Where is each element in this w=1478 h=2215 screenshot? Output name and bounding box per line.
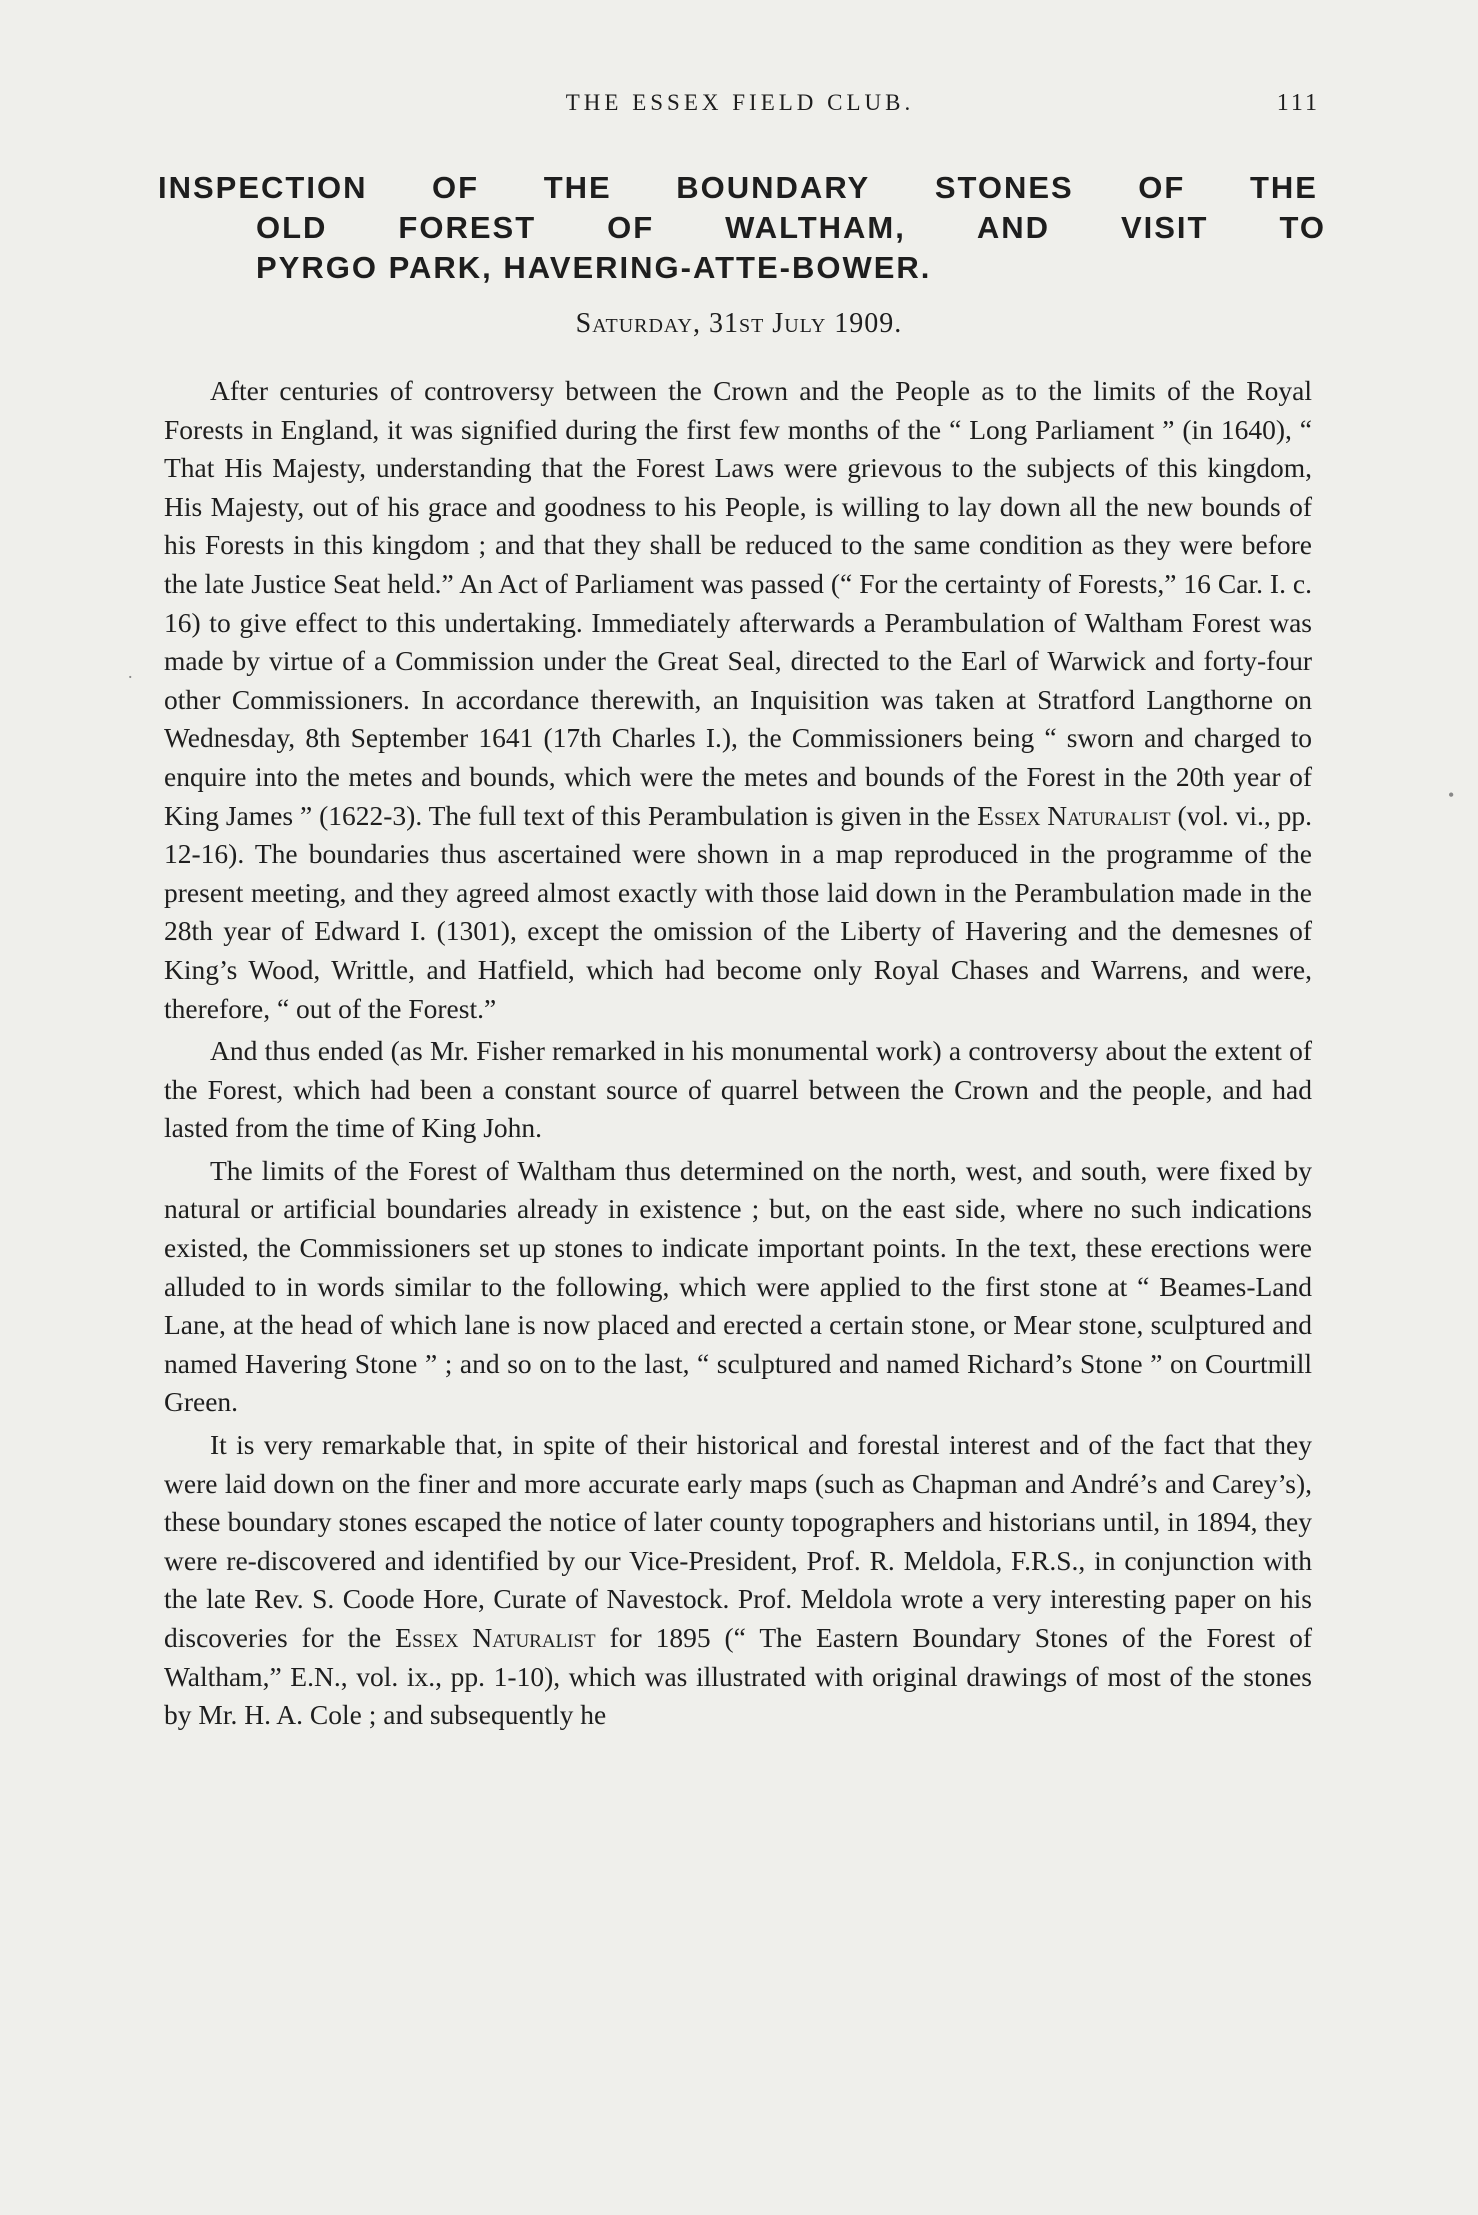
heading-word: WALTHAM, bbox=[725, 210, 906, 245]
journal-title: Essex Naturalist bbox=[977, 799, 1171, 831]
margin-mark: . bbox=[128, 662, 133, 682]
paragraph-text: After centuries of controversy between the Crown and the People as to the limits of the Royal Forests in England, it was signified during the first few months of the “ Long Parliament ” (in 1640), “ That His Majesty, understanding that the Forest Laws were grievous to the subjects of this kingdom, His Majesty, out of his grace and goodness to his People, is willing to lay down all the new bounds of his Forests in this kingdom ; and that they shall be reduced to the same condition as they were before the late Justice Seat held.” An Act of Parliament was passed (“ For the certainty of Forests,” 16 Car. I. c. 16) to give effect to this undertaking. Immediately afterwards a Perambulation of Waltham Forest was made by virtue of a Commission under the Great Seal, directed to the Earl of Warwick and forty-four other Commissioners. In accordance therewith, an Inquisition was taken at Stratford Langthorne on Wednesday, 8th September 1641 (17th Charles I.), the Commissioners being “ sworn and charged to enquire into the metes and bounds, which were the metes and bounds of the Forest in the 20th year of King James ” (1622-3). The full text of this Perambulation is given in the bbox=[164, 375, 1312, 831]
paragraph bbox=[164, 1152, 1312, 1422]
paragraph-text: The limits of the Forest of Waltham thus determined on the north, west, and south, were fixed by natural or artificial boundaries already in existence ; but, on the east side, where no such indications existed, the Commissioners set up stones to indicate important points. In the text, these erections were alluded to in words similar to the following, which were applied to the first stone at “ Beames-Land Lane, at the head of which lane is now placed and erected a certain stone, or Mear stone, sculptured and named Havering Stone ” ; and so on to the last, “ sculptured and named Richard’s Stone ” on Courtmill Green. bbox=[164, 1154, 1312, 1418]
heading-word: THE bbox=[543, 170, 612, 205]
paragraph-text: (vol. vi., pp. 12-16). The boundaries thus ascertained were shown in a map reproduced in the programme of the present meeting, and they agreed almost exactly with those laid down in the Perambulation made in the 28th year of Edward I. (1301), except the omission of the Liberty of Havering and the demesnes of King’s Wood, Writtle, and Hatfield, which had become only Royal Chases and Warrens, and were, therefore, “ out of the Forest.” bbox=[164, 799, 1312, 1024]
meeting-date: Saturday, 31st July 1909. bbox=[575, 308, 903, 339]
heading-line-1 bbox=[158, 168, 1318, 208]
paragraph-text: It is very remarkable that, in spite of their historical and forestal interest and of the fact that they were laid down on the finer and more accurate early maps (such as Chapman and André’s and Carey’s), these boundary stones escaped the notice of later county topographers and historians until, in 1894, they were re-discovered and identified by our Vice-President, Prof. R. Meldola, F.R.S., in conjunction with the late Rev. S. Coode Hore, Curate of Navestock. Prof. Meldola wrote a very interesting paper on his discoveries for the bbox=[164, 1429, 1312, 1653]
heading-word: OF bbox=[432, 170, 480, 205]
heading-word: OF bbox=[607, 210, 655, 245]
paragraph bbox=[164, 1426, 1312, 1735]
running-head bbox=[160, 90, 1320, 130]
journal-title: Essex Naturalist bbox=[395, 1622, 596, 1653]
heading-word: FOREST bbox=[398, 210, 537, 245]
heading-word: OF bbox=[1138, 170, 1186, 205]
heading-line-2 bbox=[256, 208, 1326, 248]
paragraph bbox=[164, 1032, 1312, 1148]
heading-word: TO bbox=[1279, 210, 1326, 245]
page-number: 111 bbox=[1276, 90, 1320, 116]
heading-word: THE bbox=[1249, 170, 1318, 205]
heading-word: STONES bbox=[934, 170, 1074, 205]
paragraph bbox=[164, 372, 1312, 1028]
heading-word: VISIT bbox=[1120, 210, 1209, 245]
heading-word: BOUNDARY bbox=[676, 170, 871, 205]
paragraph-text: for 1895 (“ The Eastern Boundary Stones of the Forest of Waltham,” E.N., vol. ix., pp. 1-10), which was illustrated with original drawings of most of the stones by Mr. H. A. Cole ; and subsequently he bbox=[164, 1622, 1313, 1731]
heading-word: INSPECTION bbox=[158, 170, 368, 205]
article-body bbox=[164, 372, 1312, 1739]
heading-line-3: PYRGO PARK, HAVERING-ATTE-BOWER. bbox=[256, 250, 932, 285]
margin-mark: • bbox=[1448, 785, 1455, 805]
running-title: THE ESSEX FIELD CLUB. bbox=[565, 90, 915, 115]
heading-word: OLD bbox=[256, 210, 328, 245]
paragraph-text: And thus ended (as Mr. Fisher remarked in his monumental work) a controversy about the extent of the Forest, which had been a constant source of quarrel between the Crown and the people, and had lasted from the time of King John. bbox=[164, 1035, 1312, 1144]
article-heading bbox=[158, 168, 1326, 288]
heading-word: AND bbox=[976, 210, 1050, 245]
